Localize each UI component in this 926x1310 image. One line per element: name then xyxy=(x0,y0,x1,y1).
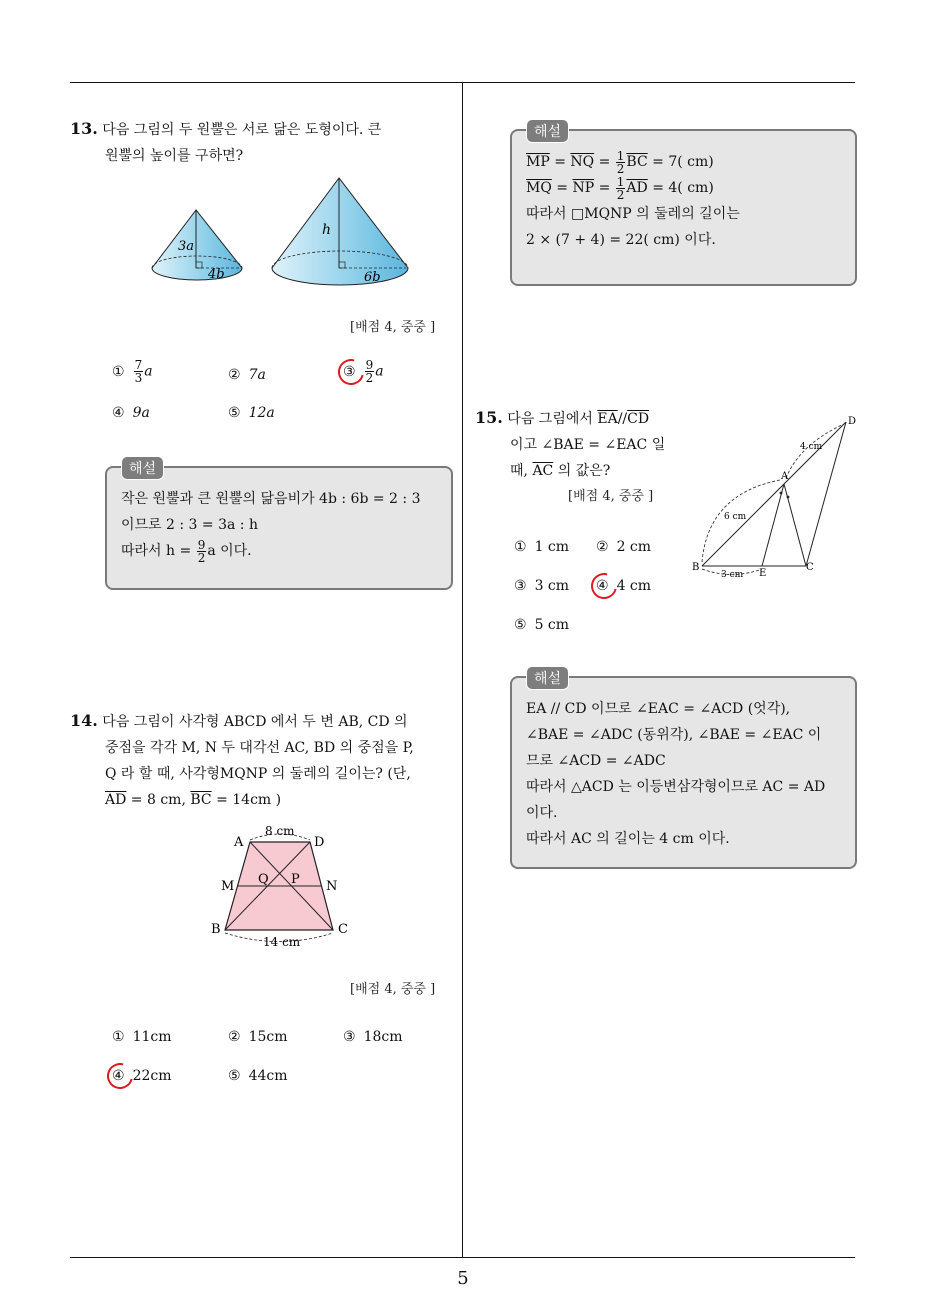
svg-text:M: M xyxy=(221,879,235,894)
trapezoid-figure xyxy=(205,822,365,952)
svg-text:C: C xyxy=(806,562,814,573)
question-meta: [배점 4, 중중 ] xyxy=(350,320,436,335)
svg-text:B: B xyxy=(692,562,700,573)
question-meta: [배점 4, 중중 ] xyxy=(350,982,436,997)
choice-2[interactable]: ② 7a xyxy=(228,367,266,383)
solution-box-15: 해설 EA // CD 이므로 ∠EAC = ∠ACD (엇각), ∠BAE = ∠ADC (동위각), ∠BAE = ∠EAC 이 므로 ∠ACD = ∠ADC 따라서 △ACD 는 이등변삼각형이므로 AC = AD 이다. 따라서 AC 의 길이는 4 cm 이다. xyxy=(510,676,857,869)
svg-text:A: A xyxy=(781,471,789,482)
column-divider xyxy=(462,82,463,1257)
len-be-label: 3 cm xyxy=(721,570,744,580)
question-15: 15. 다음 그림에서 $\overline{EA}//\overline{CD}$ 이고 ∠BAE = ∠EAC 일 때, $\overline{AC}$ 의 값은? [배점 4, 중중 ] xyxy=(475,405,695,510)
svg-text:D: D xyxy=(314,835,325,850)
large-height-label: h xyxy=(322,222,332,238)
choice-4-selected[interactable]: ④ 4 cm xyxy=(596,578,652,594)
selected-answer-circle: ④ xyxy=(112,1068,125,1084)
question-number: 15. xyxy=(475,408,503,427)
svg-text:P: P xyxy=(291,872,300,887)
svg-text:A: A xyxy=(234,835,244,850)
solution-box-13: 해설 작은 원뿔과 큰 원뿔의 닮음비가 4b : 6b = 2 : 3 이므로 2 : 3 = 3a : h 따라서 h = $\frac{9}{2}$ a 이다. xyxy=(105,466,453,590)
question-number: 13. xyxy=(70,119,98,138)
choice-5[interactable]: ⑤ 12a xyxy=(228,405,275,421)
svg-text:N: N xyxy=(326,879,338,894)
question-meta: [배점 4, 중중 ] xyxy=(568,489,654,504)
choice-1[interactable]: ① $\frac{7}{3}$ a xyxy=(112,358,153,385)
choice-4[interactable]: ④ 9a xyxy=(112,405,150,421)
small-cone xyxy=(152,210,242,280)
small-height-label: 3a xyxy=(178,239,195,254)
svg-text:Q: Q xyxy=(258,872,269,887)
question-text-cont: 원뿔의 높이를 구하면? xyxy=(105,148,244,164)
svg-text:D: D xyxy=(848,416,857,427)
question-14: 14. 다음 그림이 사각형 ABCD 에서 두 변 AB, CD 의 중점을 각각 M, N 두 대각선 AC, BD 의 중점을 P, Q 라 할 때, 사각형MQNP 의 둘레의 길이는? (단, $\overline{AD} = 8$ cm, $\overline{BC} = 14cm$ ) xyxy=(70,711,414,808)
question-13 xyxy=(70,116,450,169)
svg-text:B: B xyxy=(211,922,221,937)
solution-tag: 해설 xyxy=(121,456,164,480)
choice-3[interactable]: ③ 3 cm xyxy=(514,578,570,594)
len-ad-label: 4 cm xyxy=(800,442,823,452)
triangle-figure xyxy=(688,412,858,584)
choice-3-selected[interactable]: ③ $\frac{9}{2}$ a xyxy=(343,358,384,385)
choice-2[interactable]: ② 2 cm xyxy=(596,539,652,555)
choice-5[interactable]: ⑤ 5 cm xyxy=(514,617,570,633)
solution-box-14: 해설 $\overline{MP} = \overline{NQ}$ = $\frac{1}{2}$ $\overline{BC} = 7$( cm) $\overline{MQ} = \overline{NP}$ = $\frac{1}{2}$ $\overline{AD} = 4$( cm) 따라서 □MQNP 의 둘레의 길이는 2 × (7 + 4) = 22( cm) 이다. xyxy=(510,129,857,286)
small-radius-label: 4b xyxy=(208,267,225,282)
bottom-length-label: 14 cm xyxy=(263,935,301,949)
choice-4-selected[interactable]: ④ 22cm xyxy=(112,1068,172,1084)
choice-1[interactable]: ① 1 cm xyxy=(514,539,570,555)
top-length-label: 8 cm xyxy=(265,824,295,838)
choice-2[interactable]: ② 15cm xyxy=(228,1029,288,1045)
choice-1[interactable]: ① 11cm xyxy=(112,1029,172,1045)
question-number: 14. xyxy=(70,711,98,730)
large-radius-label: 6b xyxy=(364,270,381,285)
choice-3[interactable]: ③ 18cm xyxy=(343,1029,403,1045)
bottom-rule xyxy=(70,1257,855,1258)
large-cone xyxy=(272,178,408,285)
choice-5[interactable]: ⑤ 44cm xyxy=(228,1068,288,1084)
solution-tag: 해설 xyxy=(526,666,569,690)
svg-text:C: C xyxy=(338,922,348,937)
cones-figure xyxy=(140,172,420,298)
selected-answer-circle: ④ xyxy=(596,578,609,594)
page-number: 5 xyxy=(457,1268,469,1289)
question-text: 다음 그림의 두 원뿔은 서로 닮은 도형이다. 큰 xyxy=(102,122,382,138)
len-ab-label: 6 cm xyxy=(724,512,747,522)
question-text: 다음 그림이 사각형 ABCD 에서 두 변 AB, CD 의 xyxy=(102,714,408,730)
selected-answer-circle: ③ xyxy=(343,363,356,380)
svg-text:E: E xyxy=(759,568,767,579)
solution-tag: 해설 xyxy=(526,119,569,143)
